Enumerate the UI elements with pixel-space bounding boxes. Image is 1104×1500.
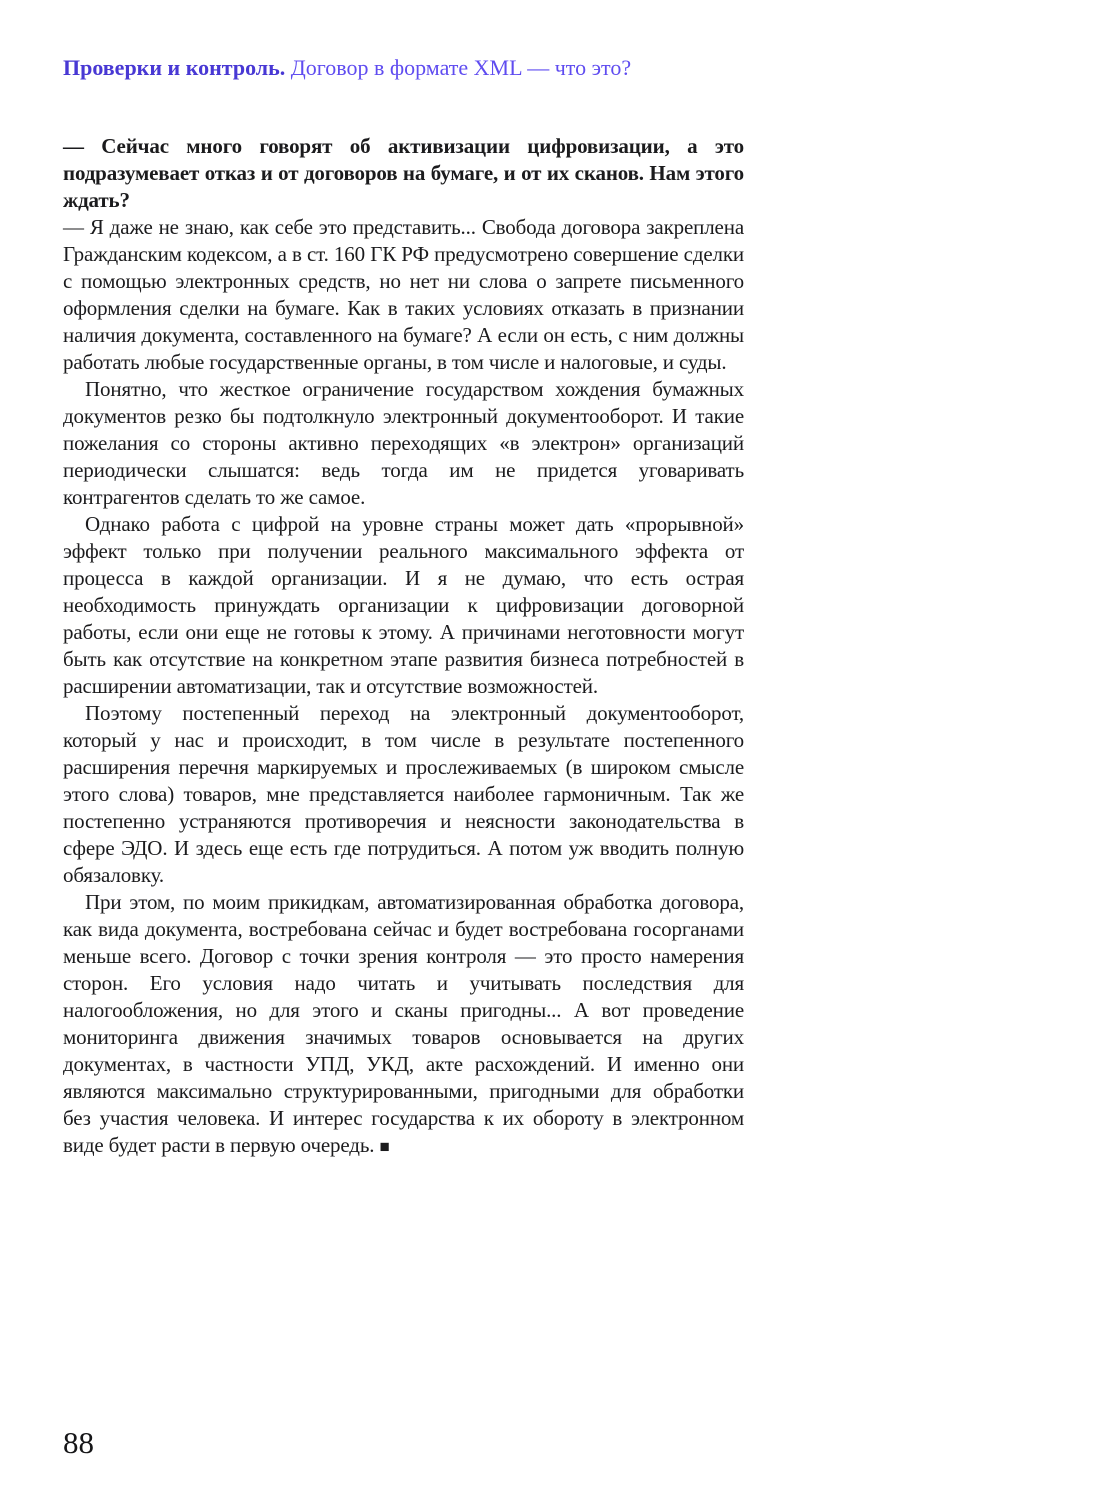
paragraph-text: При этом, по моим прикидкам, автоматизированная обработка договора, как вида документа, востребована сейчас и будет востребована госорганами меньше всего. Договор с точки зрения контроля — это просто намерения сторон. Его условия надо читать и учитывать последствия для налогообложения, но для этого и сканы пригодны... А вот проведение мониторинга движения значимых товаров основывается на других документах, в частности УПД, УКД, акте расхождений. И именно они являются максимально структурированными, пригодными для обработки без участия человека. И интерес государства к их обороту в электронном виде будет расти в первую очередь. [63, 890, 744, 1157]
interview-answer: — Я даже не знаю, как себе это представить... Свобода договора закреплена Гражданским кодексом, а в ст. 160 ГК РФ предусмотрено совершение сделки с помощью электронных средств, но нет ни слова о запрете письменного оформления сделки на бумаге. Как в таких условиях отказать в признании наличия документа, составленного на бумаге? А если он есть, с ним должны работать любые государственные органы, в том числе и налоговые, и суды. [63, 215, 744, 374]
article-title: Договор в формате XML — что это? [290, 55, 632, 80]
article-body [63, 133, 744, 1160]
page-footer [63, 1426, 94, 1460]
body-paragraph: Однако работа с цифрой на уровне страны может дать «прорывной» эффект только при получении реального максимального эффекта от процесса в каждой организации. И я не думаю, что есть острая необходимость принуждать организации к цифровизации договорной работы, если они еще не готовы к этому. А причинами неготовности могут быть как отсутствие на конкретном этапе развития бизнеса потребностей в расширении автоматизации, так и отсутствие возможностей. [63, 512, 744, 698]
body-paragraph: Понятно, что жесткое ограничение государством хождения бумажных документов резко бы подтолкнуло электронный документооборот. И такие пожелания со стороны активно переходящих «в электрон» организаций периодически слышатся: ведь тогда им не придется уговаривать контрагентов сделать то же самое. [63, 377, 744, 509]
body-paragraph [63, 889, 744, 1160]
rubric-label: Проверки и контроль. [63, 55, 286, 80]
running-header [63, 54, 963, 82]
interview-question: — Сейчас много говорят об активизации цифровизации, а это подразумевает отказ и от договоров на бумаге, и от их сканов. Нам этого ждать? [63, 134, 744, 212]
article-end-marker-icon: ■ [379, 1137, 390, 1156]
body-paragraph: Поэтому постепенный переход на электронный документооборот, который у нас и происходит, в том числе в результате постепенного расширения перечня маркируемых и прослеживаемых (в широком смысле этого слова) товаров, мне представляется наиболее гармоничным. Так же постепенно устраняются противоречия и неясности законодательства в сфере ЭДО. И здесь еще есть где потрудиться. А потом уж вводить полную обязаловку. [63, 701, 744, 887]
page-number: 88 [63, 1425, 94, 1460]
